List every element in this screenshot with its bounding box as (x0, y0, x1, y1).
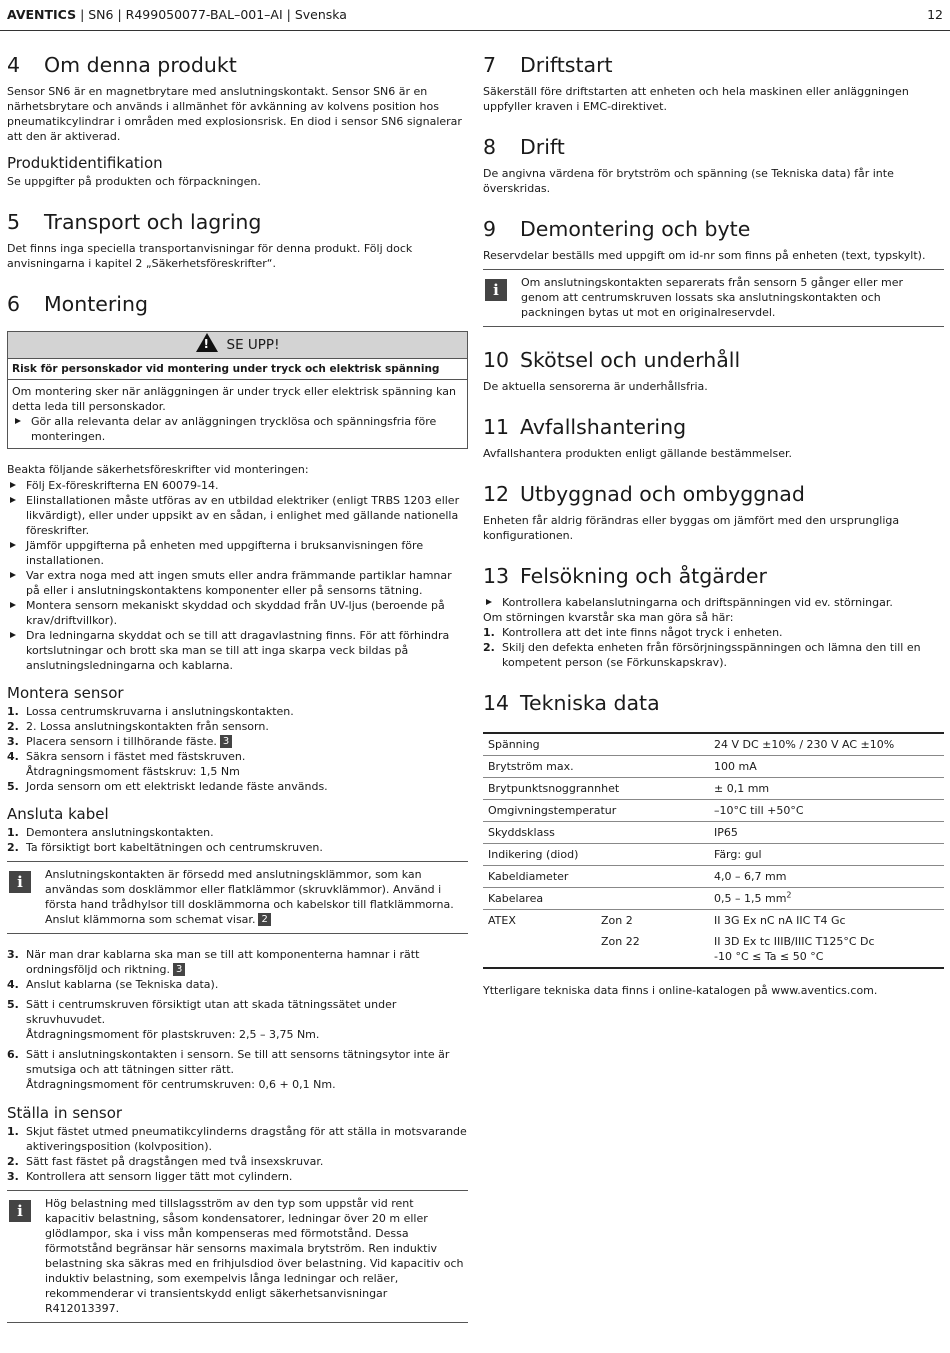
list-item: 2. Skilj den defekta enheten från försörjningsspänningen och lämna den till en kompetent person (se Förkunskapskrav). (483, 641, 921, 669)
subheading: Montera sensor (7, 684, 124, 702)
list-item: 1. Demontera anslutningskontakten. (7, 826, 214, 839)
warning-title: Risk för personskador vid montering under tryck och elektrisk spänning (8, 362, 467, 380)
section-heading: 7 Driftstart (483, 53, 613, 77)
info-icon: i (9, 871, 31, 893)
section-heading: 6 Montering (7, 292, 149, 316)
section-heading: 8 Drift (483, 135, 565, 159)
warning-action: Gör alla relevanta delar av anläggningen trycklösa och spänningsfria före monteringen. (12, 414, 463, 444)
list-item: 2. Ta försiktigt bort kabeltätningen och centrumskruven. (7, 841, 323, 854)
list-item: 1. Skjut fästet utmed pneumatikcylinderns dragstång för att ställa in motsvarande aktiveringsposition (kolvposition). (7, 1125, 467, 1153)
list-item: 3. Placera sensorn i tillhörande fäste. 3 (7, 734, 468, 749)
document-id: | SN6 | R499050077-BAL–001–AI | Svenska (76, 7, 347, 22)
list-item: Montera sensorn mekaniskt skyddad och skyddad från UV-ljus (beroende på krav/driftvillkor). (7, 598, 468, 628)
subheading: Ansluta kabel (7, 805, 109, 823)
paragraph: Reservdelar beställs med uppgift om id-nr som finns på enheten (text, typskylt). (483, 249, 926, 262)
figure-reference: 3 (220, 735, 232, 748)
section-heading: 11 Avfallshantering (483, 415, 687, 439)
info-icon: i (9, 1200, 31, 1222)
section-heading: 13 Felsökning och åtgärder (483, 564, 767, 588)
paragraph: Det finns inga speciella transportanvisningar för denna produkt. Följ dock anvisningarna i kapitel 2 „Säkerhetsföreskrifter“. (7, 242, 413, 270)
right-column (483, 52, 944, 998)
steps-list (483, 625, 944, 670)
warning-box (7, 331, 468, 449)
table-row: Kabeldiameter 4,0 – 6,7 mm (483, 866, 944, 888)
list-item: Elinstallationen måste utföras av en utbildad elektriker (enligt TRBS 1203 eller likvärdigt), eller under uppsikt av en sådan, i enlighet med gällande nationella föreskrifter. (7, 493, 468, 538)
page-number: 12 (927, 7, 943, 22)
table-row: Brytström max. 100 mA (483, 756, 944, 778)
info-note: i Anslutningskontakten är försedd med anslutningsklämmor, som kan användas som dosklämmor eller flatklämmor (skruvklämmor). Använd i första hand trådhylsor till dosklämmorna och kabelskor till flatklämmorna. Anslut klämmorna som schemat visar. 2 (7, 861, 468, 934)
list-item: Dra ledningarna skyddat och se till att dragavlastning finns. För att förhindra kortslutningar och brott ska man se till att inga skarpa veck bildas på anslutningsledningarna och kablarna. (7, 628, 468, 673)
table-row: Indikering (diod) Färg: gul (483, 844, 944, 866)
paragraph: Enheten får aldrig förändras eller byggas om jämfört med den ursprungliga konfigurationen. (483, 514, 900, 542)
list-item: Jämför uppgifterna på enheten med uppgifterna i bruksanvisningen före installationen. (7, 538, 468, 568)
figure-reference: 3 (173, 963, 185, 976)
table-row: Kabelarea 0,5 – 1,5 $mm^2$ (483, 888, 944, 910)
paragraph: Se uppgifter på produkten och förpackningen. (7, 175, 261, 188)
steps-list (7, 825, 468, 855)
section-heading: 10 Skötsel och underhåll (483, 348, 741, 372)
paragraph: Om störningen kvarstår ska man göra så här: (483, 611, 734, 624)
section-heading: 14 Tekniska data (483, 691, 660, 715)
list-item: 2. Sätt fast fästet på dragstången med två insexskruvar. (7, 1155, 324, 1168)
list-item: 2. 2. Lossa anslutningskontakten från sensorn. (7, 720, 269, 733)
paragraph: Sensor SN6 är en magnetbrytare med anslutningskontakt. Sensor SN6 är en närhetsbrytare och används i allmänhet för avkänning av kolvens position hos pneumatikcylindrar i områden med explosionsrisk. En diod i sensor SN6 signalerar att den är aktiverad. (7, 85, 462, 143)
info-note: i Om anslutningskontakten separerats från sensorn 5 gånger eller mer genom att centrumskruven lossats ska anslutningskontakten och packningen bytas ut mot en originalreservdel. (483, 269, 944, 327)
list-item: 1. Kontrollera att det inte finns något tryck i enheten. (483, 626, 783, 639)
list-item: 3. När man drar kablarna ska man se till att komponenterna hamnar i rätt ordningsföljd och riktning. 3 (7, 948, 420, 976)
paragraph: Avfallshantera produkten enligt gällande bestämmelser. (483, 447, 792, 460)
steps-list (7, 1124, 468, 1184)
info-icon: i (485, 279, 507, 301)
info-note: i Hög belastning med tillslagsström av den typ som uppstår vid rent kapacitiv belastning, såsom kondensatorer, ledningar över 20 m eller glödlampor, ska i viss mån kompenseras med förmotstånd. Dessa förmotstånd begränsar här sensorns maximala brytström. Ren induktiv belastning ska säkras med en frihjulsdiod över belastning. Vid kapacitiv och induktiv belastning, som exempelvis långa ledningar och reläer, rekommenderar vi transientskydd enligt säkerhetsanvisningar R412013397. (7, 1190, 468, 1323)
list-item: 5. Sätt i centrumskruven försiktigt utan att skada tätningssätet under skruvhuvudet. Åtdragningsmoment för plastskruven: 2,5 – 3,75 Nm. (7, 998, 397, 1041)
paragraph: Säkerställ före driftstarten att enheten och hela maskinen eller anläggningen uppfyller kraven i EMC-direktivet. (483, 85, 909, 113)
table-row: Omgivningstemperatur –10°C till +50°C (483, 800, 944, 822)
subheading: Ställa in sensor (7, 1104, 123, 1122)
warning-header: ! SE UPP! (8, 332, 467, 359)
steps-list (7, 704, 468, 794)
technical-data-table (483, 732, 944, 969)
warning-text: Om montering sker när anläggningen är under tryck eller elektrisk spänning kan detta leda till personskador. (12, 385, 456, 413)
table-row: ATEX Zon 2 II 3G Ex nC nA IIC T4 Gc (488, 914, 846, 927)
left-column (7, 52, 468, 1323)
table-row: Zon 22 II 3D Ex tc IIIB/IIIC T125°C Dc -10 °C ≤ Ta ≤ 50 °C (601, 935, 875, 963)
paragraph: De angivna värdena för brytström och spänning (se Tekniska data) får inte överskridas. (483, 167, 894, 195)
section-heading: 5 Transport och lagring (7, 210, 262, 234)
table-row: Brytpunktsnoggrannhet ± 0,1 mm (483, 778, 944, 800)
brand-name: AVENTICS (7, 7, 77, 22)
list-item: 3. Kontrollera att sensorn ligger tätt mot cylindern. (7, 1170, 293, 1183)
table-row: Spänning 24 V DC ±10% / 230 V AC ±10% (483, 733, 944, 756)
paragraph: De aktuella sensorerna är underhållsfria. (483, 380, 708, 393)
table-row: Skyddsklass IP65 (483, 822, 944, 844)
paragraph: Ytterligare tekniska data finns i online-katalogen på www.aventics.com. (483, 984, 878, 997)
list-item: 1. Lossa centrumskruvarna i anslutningskontakten. (7, 705, 294, 718)
steps-list (7, 947, 468, 1092)
section-heading: 4 Om denna produkt (7, 53, 237, 77)
list-item: Följ Ex-föreskrifterna EN 60079-14. (7, 478, 468, 493)
warning-triangle-icon: ! (196, 333, 218, 352)
list-item: 5. Jorda sensorn om ett elektriskt ledande fäste används. (7, 780, 328, 793)
figure-reference: 2 (258, 913, 270, 926)
section-heading: 12 Utbyggnad och ombyggnad (483, 482, 805, 506)
list-item: 4. Anslut kablarna (se Tekniska data). (7, 978, 219, 991)
safety-list (7, 478, 468, 673)
list-item: 6. Sätt i anslutningskontakten i sensorn. Se till att sensorns tätningsytor inte är smutsiga och att tätningen sitter rätt. Åtdragningsmoment för centrumskruven: 0,6 + 0,1 Nm. (7, 1048, 450, 1091)
subheading: Produktidentifikation (7, 154, 163, 172)
paragraph: Beakta följande säkerhetsföreskrifter vid monteringen: (7, 463, 309, 476)
list-item: Var extra noga med att ingen smuts eller andra främmande partiklar hamnar på eller i anslutningskontaktens komponenter eller på sensorns tätning. (7, 568, 468, 598)
list-item: Kontrollera kabelanslutningarna och driftspänningen vid ev. störningar. (483, 595, 944, 610)
list-item: 4. Säkra sensorn i fästet med fästskruven. Åtdragningsmoment fästskruv: 1,5 Nm (7, 750, 246, 778)
section-heading: 9 Demontering och byte (483, 217, 751, 241)
page-header (7, 7, 943, 25)
header-rule (0, 30, 950, 31)
